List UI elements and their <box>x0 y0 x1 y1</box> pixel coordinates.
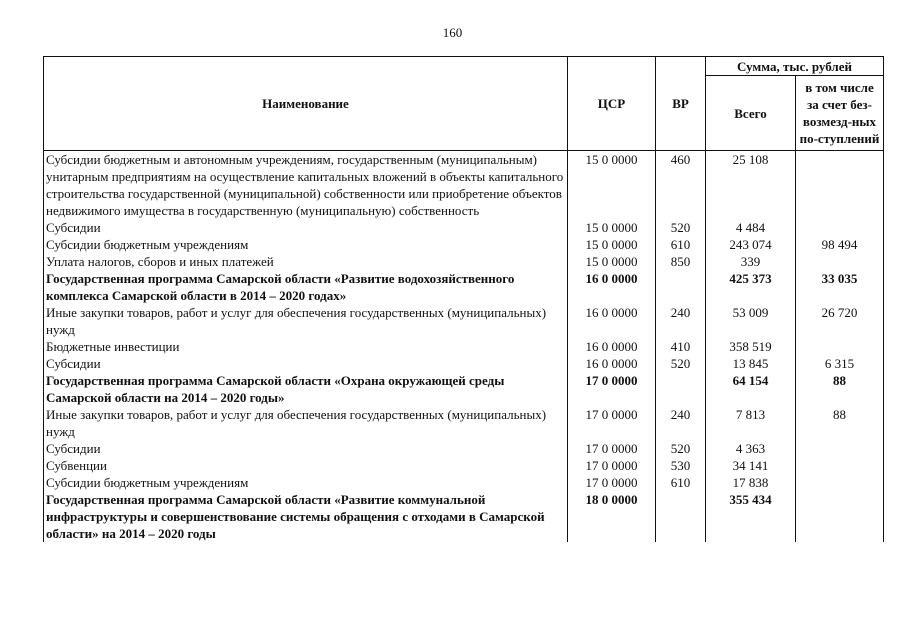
cell-total: 17 838 <box>706 474 796 491</box>
cell-name: Субсидии <box>44 440 568 457</box>
header-total: Всего <box>706 76 796 151</box>
cell-vr: 610 <box>656 474 706 491</box>
cell-csr: 15 0 0000 <box>568 253 656 270</box>
cell-vr: 460 <box>656 151 706 220</box>
cell-vr: 240 <box>656 304 706 338</box>
cell-name: Государственная программа Самарской области «Охрана окружающей среды Самарской области на 2014 – 2020 годы» <box>44 372 568 406</box>
cell-incl <box>796 219 884 236</box>
budget-table <box>43 56 884 542</box>
cell-name: Субвенции <box>44 457 568 474</box>
table-body <box>44 151 884 543</box>
cell-total: 425 373 <box>706 270 796 304</box>
cell-vr: 850 <box>656 253 706 270</box>
cell-total: 4 363 <box>706 440 796 457</box>
cell-total: 53 009 <box>706 304 796 338</box>
cell-name: Иные закупки товаров, работ и услуг для обеспечения государственных (муниципальных) нужд <box>44 406 568 440</box>
cell-vr: 520 <box>656 440 706 457</box>
cell-name: Бюджетные инвестиции <box>44 338 568 355</box>
cell-csr: 17 0 0000 <box>568 474 656 491</box>
cell-total: 25 108 <box>706 151 796 220</box>
cell-incl: 33 035 <box>796 270 884 304</box>
cell-vr: 410 <box>656 338 706 355</box>
cell-name: Государственная программа Самарской области «Развитие коммунальной инфраструктуры и совершенствование системы обращения с отходами в Самарской области» на 2014 – 2020 годы <box>44 491 568 542</box>
header-sum: Сумма, тыс. рублей <box>706 57 884 76</box>
cell-incl: 88 <box>796 372 884 406</box>
cell-total: 34 141 <box>706 457 796 474</box>
cell-csr: 16 0 0000 <box>568 304 656 338</box>
table-row <box>44 338 884 355</box>
cell-total: 64 154 <box>706 372 796 406</box>
table-row <box>44 304 884 338</box>
table-row <box>44 270 884 304</box>
cell-incl <box>796 474 884 491</box>
header-vr: ВР <box>656 57 706 151</box>
cell-csr: 15 0 0000 <box>568 151 656 220</box>
table-row <box>44 219 884 236</box>
cell-incl: 88 <box>796 406 884 440</box>
header-name: Наименование <box>44 57 568 151</box>
header-csr: ЦСР <box>568 57 656 151</box>
cell-vr: 240 <box>656 406 706 440</box>
cell-total: 339 <box>706 253 796 270</box>
cell-vr: 520 <box>656 219 706 236</box>
cell-total: 13 845 <box>706 355 796 372</box>
cell-csr: 16 0 0000 <box>568 355 656 372</box>
cell-csr: 18 0 0000 <box>568 491 656 542</box>
cell-total: 355 434 <box>706 491 796 542</box>
cell-vr <box>656 372 706 406</box>
cell-name: Субсидии бюджетным учреждениям <box>44 236 568 253</box>
cell-csr: 17 0 0000 <box>568 406 656 440</box>
table-row <box>44 372 884 406</box>
cell-name: Субсидии бюджетным и автономным учреждениям, государственным (муниципальным) унитарным предприятиям на осуществление капитальных вложений в объекты капитального строительства государственной (муниципальной) собственности или приобретение объектов недвижимого имущества в государственную (муниципальную) собственность <box>44 151 568 220</box>
table-row <box>44 236 884 253</box>
cell-name: Уплата налогов, сборов и иных платежей <box>44 253 568 270</box>
cell-csr: 15 0 0000 <box>568 219 656 236</box>
cell-incl: 98 494 <box>796 236 884 253</box>
cell-total: 4 484 <box>706 219 796 236</box>
table-row <box>44 253 884 270</box>
cell-vr: 610 <box>656 236 706 253</box>
cell-incl <box>796 151 884 220</box>
cell-name: Субсидии <box>44 355 568 372</box>
table-row <box>44 151 884 220</box>
table-row <box>44 474 884 491</box>
table-row <box>44 355 884 372</box>
header-incl: в том числе за счет без-возмезд-ных по-ступлений <box>796 76 884 151</box>
cell-incl <box>796 457 884 474</box>
cell-csr: 16 0 0000 <box>568 338 656 355</box>
cell-name: Иные закупки товаров, работ и услуг для обеспечения государственных (муниципальных) нужд <box>44 304 568 338</box>
cell-name: Субсидии <box>44 219 568 236</box>
page-number: 160 <box>442 25 463 40</box>
cell-csr: 17 0 0000 <box>568 457 656 474</box>
cell-total: 243 074 <box>706 236 796 253</box>
cell-vr <box>656 270 706 304</box>
table-row <box>44 457 884 474</box>
cell-csr: 17 0 0000 <box>568 372 656 406</box>
cell-csr: 17 0 0000 <box>568 440 656 457</box>
cell-vr: 530 <box>656 457 706 474</box>
cell-incl <box>796 440 884 457</box>
cell-incl <box>796 338 884 355</box>
cell-incl: 6 315 <box>796 355 884 372</box>
cell-incl <box>796 491 884 542</box>
cell-name: Субсидии бюджетным учреждениям <box>44 474 568 491</box>
cell-total: 358 519 <box>706 338 796 355</box>
cell-csr: 15 0 0000 <box>568 236 656 253</box>
table-row <box>44 491 884 542</box>
table-row <box>44 440 884 457</box>
cell-total: 7 813 <box>706 406 796 440</box>
cell-vr: 520 <box>656 355 706 372</box>
cell-incl <box>796 253 884 270</box>
cell-csr: 16 0 0000 <box>568 270 656 304</box>
cell-vr <box>656 491 706 542</box>
cell-incl: 26 720 <box>796 304 884 338</box>
table-row <box>44 406 884 440</box>
cell-name: Государственная программа Самарской области «Развитие водохозяйственного комплекса Самарской области в 2014 – 2020 годах» <box>44 270 568 304</box>
